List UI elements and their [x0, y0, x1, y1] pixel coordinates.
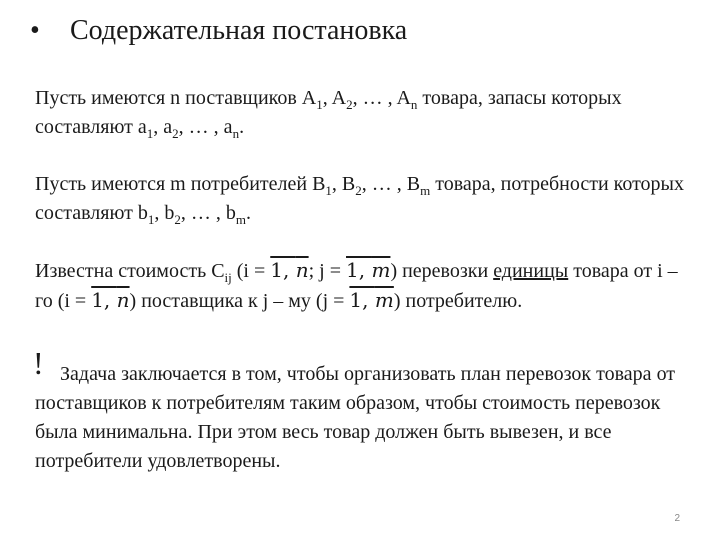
paragraph-task: Задача заключается в том, чтобы организовать план перевозок товара от поставщиков к потребителям таким образом, чтобы стоимость перевозок была минимальна. При этом весь товар должен быть вывезен, и все потребители удовлетворены. [35, 363, 676, 472]
p2-sub: 1 [325, 183, 332, 198]
p1-sub: n [410, 97, 418, 112]
p2-text: Пусть имеются m потребителей B [35, 173, 326, 195]
p1-text: , … , a [178, 116, 233, 138]
p2-text: , B [331, 173, 356, 195]
underlined-word: единицы [493, 260, 569, 282]
p2-text: , … , B [361, 173, 421, 195]
range-i-formula: 1, n [270, 258, 309, 282]
p3-sub: ij [224, 270, 232, 285]
p1-sub: 1 [146, 126, 154, 141]
p1-sub: 1 [316, 97, 323, 112]
p1-text: , A [322, 87, 347, 109]
p2-text: , … , b [180, 202, 236, 224]
p3-text: ) поставщика к j – му (j = [129, 290, 350, 312]
p1-sub: 2 [346, 97, 353, 112]
p3-text: ) потребителю. [393, 290, 523, 312]
p3-text: Известна стоимость C [35, 260, 225, 282]
paragraph-consumers [35, 170, 685, 228]
p3-text: (i = [231, 260, 271, 282]
p1-text: товара, запасы которых составляют a [35, 87, 622, 138]
p3-text: товара от i – го (i = [35, 260, 678, 312]
p3-text: ) перевозки [390, 260, 494, 282]
p1-text: , a [153, 116, 173, 138]
p2-text: товара, потребности которых составляют b [35, 173, 684, 224]
p1-text: . [239, 116, 245, 138]
p2-sub: m [235, 212, 247, 227]
p1-sub: 2 [172, 126, 179, 141]
p2-sub: 2 [355, 183, 362, 198]
paragraph-cost [35, 256, 685, 316]
title-bullet: • [30, 15, 40, 46]
p1-sub: n [232, 126, 240, 141]
p1-text: , … , A [352, 87, 411, 109]
p2-text: . [246, 202, 252, 224]
range-j-formula: 1, m [346, 258, 391, 282]
p2-sub: 1 [147, 212, 155, 227]
p3-text: ; j = [308, 260, 347, 282]
slide-title [30, 14, 710, 48]
p2-sub: 2 [174, 212, 181, 227]
title-text: Содержательная постановка [70, 15, 408, 46]
paragraph-suppliers [35, 84, 685, 142]
exclamation-mark: ! [33, 345, 44, 381]
p2-text: , b [154, 202, 175, 224]
range-i-formula: 1, n [91, 288, 130, 312]
p1-text: Пусть имеются n поставщиков A [35, 87, 317, 109]
page-number: 2 [674, 513, 680, 524]
range-j-formula: 1, m [349, 288, 394, 312]
p2-sub: m [420, 183, 431, 198]
